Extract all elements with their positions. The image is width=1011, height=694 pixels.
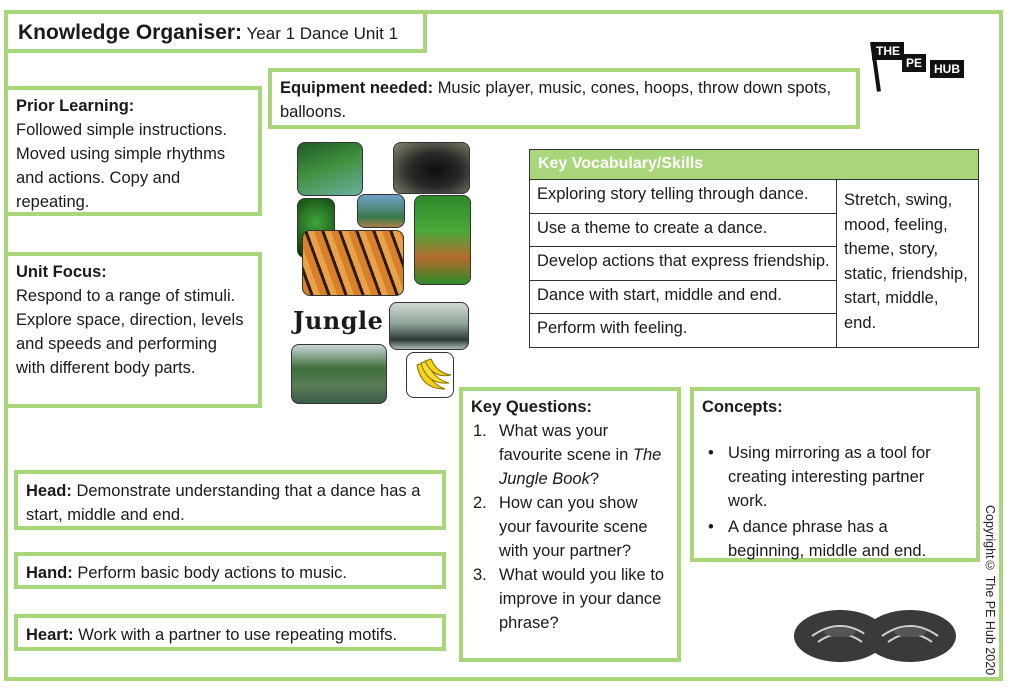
head-box bbox=[14, 470, 446, 530]
animals-image bbox=[357, 194, 405, 228]
tiger-image bbox=[302, 230, 404, 296]
heart-text: Work with a partner to use repeating motifs. bbox=[78, 626, 398, 644]
prior-learning-text: Followed simple instructions. Moved using simple rhythms and actions. Copy and repeating. bbox=[16, 121, 227, 211]
jungle-word: Jungle bbox=[293, 306, 384, 335]
heart-box bbox=[14, 614, 446, 651]
vocabulary-row: Exploring story telling through dance. bbox=[530, 180, 836, 214]
head-text: Demonstrate understanding that a dance has a start, middle and end. bbox=[26, 482, 421, 524]
logo-word-hub: HUB bbox=[930, 60, 964, 78]
hand-label: Hand: bbox=[26, 564, 73, 582]
vocabulary-row: Use a theme to create a dance. bbox=[530, 214, 836, 248]
vocabulary-words: Stretch, swing, mood, feeling, theme, story, static, friendship, start, middle, end. bbox=[844, 191, 968, 332]
vocabulary-table bbox=[529, 149, 979, 348]
vocabulary-row: Perform with feeling. bbox=[537, 319, 688, 338]
bananas-image bbox=[406, 352, 454, 398]
logo-word-the: THE bbox=[872, 42, 904, 60]
panther-image bbox=[393, 142, 470, 194]
concepts-label: Concepts: bbox=[702, 398, 783, 416]
river-image bbox=[291, 344, 387, 404]
orangutan-image bbox=[414, 195, 471, 285]
key-questions-label: Key Questions: bbox=[471, 398, 593, 416]
head-label: Head: bbox=[26, 482, 72, 500]
pe-hub-logo bbox=[868, 40, 968, 94]
key-question-item: 3. What would you like to improve in your dance phrase? bbox=[473, 566, 665, 632]
equipment-text: Music player, music, cones, hoops, throw down spots, balloons. bbox=[280, 79, 832, 121]
vocabulary-row: Develop actions that express friendship. bbox=[530, 247, 836, 281]
key-question-item: 2. How can you show your favourite scene with your partner? bbox=[473, 494, 648, 560]
concepts-box bbox=[690, 387, 980, 562]
page-subtitle: Year 1 Dance Unit 1 bbox=[246, 24, 399, 43]
concept-item: • Using mirroring as a tool for creating interesting partner work. bbox=[708, 444, 931, 510]
title-box bbox=[4, 10, 427, 53]
unit-focus-box bbox=[4, 252, 262, 408]
equipment-box bbox=[268, 68, 860, 129]
equipment-label: Equipment needed: bbox=[280, 79, 434, 97]
copyright-text: Copyright© The PE Hub 2020 bbox=[983, 505, 997, 676]
logo-word-pe: PE bbox=[902, 54, 926, 72]
prior-learning-label: Prior Learning: bbox=[16, 97, 135, 115]
key-question-item: 1. What was your favourite scene in The Jungle Book? bbox=[473, 422, 662, 488]
concept-item: • A dance phrase has a beginning, middle and end. bbox=[708, 518, 927, 560]
vocabulary-header: Key Vocabulary/Skills bbox=[530, 150, 978, 180]
throw-down-spots-icon bbox=[790, 598, 960, 664]
hand-box bbox=[14, 552, 446, 589]
page-title: Knowledge Organiser: bbox=[18, 21, 243, 44]
hand-text: Perform basic body actions to music. bbox=[77, 564, 347, 582]
heart-label: Heart: bbox=[26, 626, 74, 644]
key-questions-box bbox=[459, 387, 681, 662]
temple-image bbox=[389, 302, 469, 350]
vocabulary-row: Dance with start, middle and end. bbox=[530, 281, 836, 315]
prior-learning-box bbox=[4, 86, 262, 216]
unit-focus-label: Unit Focus: bbox=[16, 263, 107, 281]
rainforest-image bbox=[297, 142, 363, 196]
unit-focus-text: Respond to a range of stimuli. Explore space, direction, levels and speeds and performing with different body parts. bbox=[16, 287, 244, 377]
